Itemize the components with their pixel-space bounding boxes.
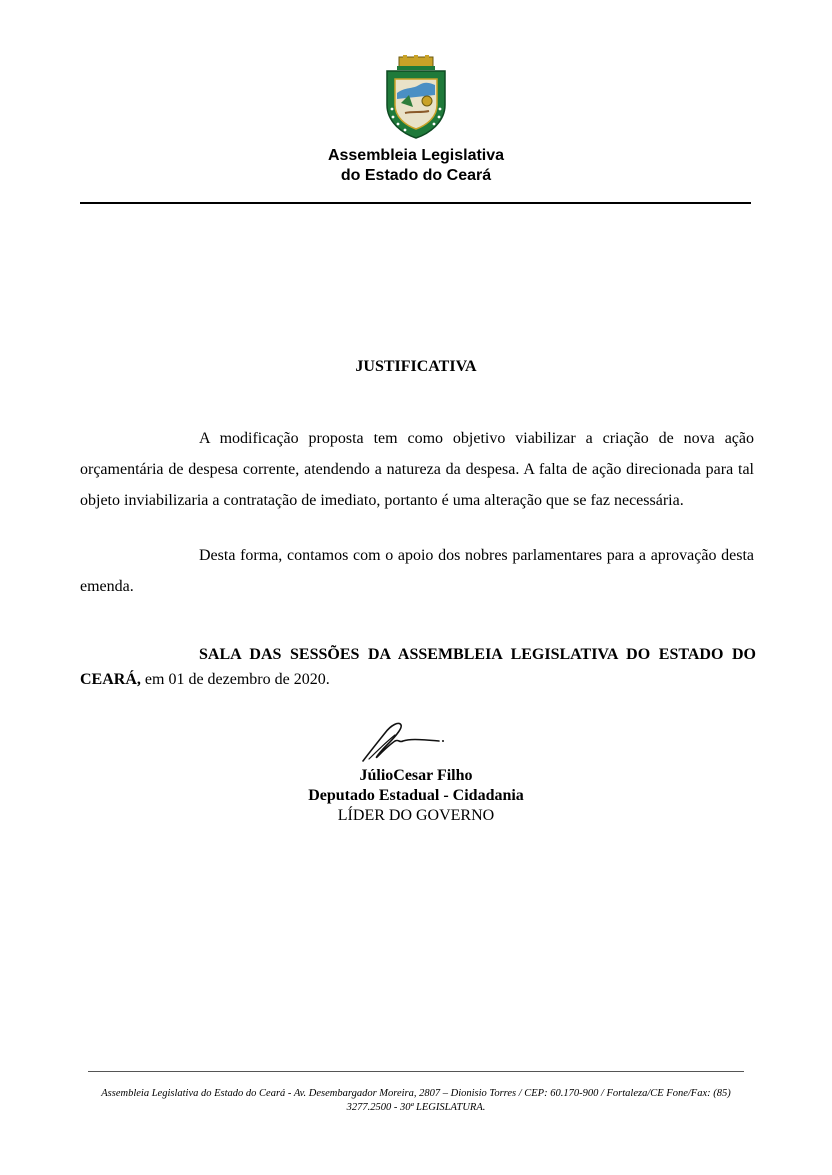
footer-address-line2: 3277.2500 - 30ª LEGISLATURA.	[346, 1102, 486, 1113]
footer-address	[70, 1087, 762, 1115]
state-coat-of-arms-icon	[383, 55, 449, 139]
justification-paragraph-2: Desta forma, contamos com o apoio dos nobres parlamentares para a aprovação desta emenda.	[80, 547, 754, 595]
header-divider	[80, 202, 751, 204]
footer-address-line1: Assembleia Legislativa do Estado do Ceará - Av. Desembargador Moreira, 2807 – Dionisio Torres / CEP: 60.170-900 / Fortaleza/CE Fone/Fax: (85)	[101, 1088, 731, 1099]
handwritten-signature-icon	[355, 715, 455, 767]
session-room-statement	[80, 642, 756, 692]
document-title: JUSTIFICATIVA	[355, 358, 477, 375]
session-room-date: em 01 de dezembro de 2020.	[140, 671, 330, 688]
session-room-statement-bold: SALA DAS SESSÕES DA ASSEMBLEIA LEGISLATIVA DO ESTADO DO CEARÁ,	[80, 646, 756, 688]
signer-title: LÍDER DO GOVERNO	[337, 807, 495, 824]
signer-role: Deputado Estadual - Cidadania	[308, 787, 524, 804]
signer-block	[0, 766, 832, 826]
footer-divider	[88, 1071, 744, 1072]
justification-paragraph-1: A modificação proposta tem como objetivo viabilizar a criação de nova ação orçamentária de despesa corrente, atendendo a natureza da despesa. A falta de ação direcionada para tal objeto inviabilizaria a contratação de imediato, portanto é uma alteração que se faz necessária.	[80, 430, 754, 509]
organization-name-line1: Assembleia Legislativa	[327, 147, 505, 164]
organization-name-line2: do Estado do Ceará	[340, 167, 492, 184]
organization-name	[0, 146, 832, 186]
signer-name: JúlioCesar Filho	[359, 767, 473, 784]
